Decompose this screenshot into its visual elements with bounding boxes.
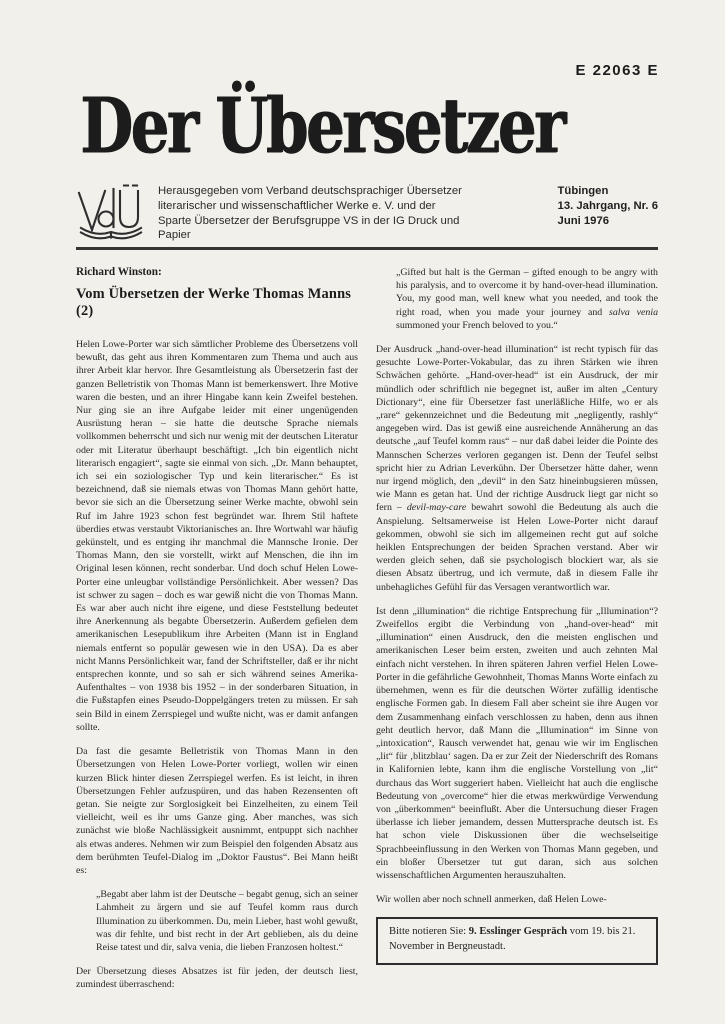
publisher-line: Sparte Übersetzer der Berufsgruppe VS in der IG Druck und Papier <box>158 214 460 242</box>
article-columns <box>76 266 658 1003</box>
paragraph: Wir wollen aber noch schnell anmerken, daß Helen Lowe- <box>376 894 607 906</box>
article-title: Vom Übersetzen der Werke Thomas Manns (2) <box>76 286 352 319</box>
paragraph: Der Übersetzung dieses Absatzes ist für jeden, der deutsch liest, zumindest überraschend: <box>76 966 358 991</box>
issue-date: Juni 1976 <box>557 214 610 227</box>
paragraph: Helen Lowe-Porter war sich sämtlicher Probleme des Übersetzens voll bewußt, das geht aus ihren Kommentaren zum Thema und auch aus ihrer Arbeit klar hervor. Ihre Gesamtleistung als Übersetzerin fast der ganzen Belletristik von Thomas Mann ist bemerkenswert. Ihre Motive waren die besten, und an ihrer Hingabe kann kein Zweifel bestehen. Nur ging sie an ihre Aufgabe leider mit einer ungenügenden Ausrüstung heran – sie hatte die deutsche Sprache niemals vollkommen beherrscht und sich nur wenig mit der deutschen Literatur oder mit Literatur überhaupt beschäftigt. „Ich bin eigentlich nicht literarisch engagiert“, sagte sie einmal von sich. „Dr. Mann behauptet, ich sei ein soziologischer Typ und kein literarischer.“ Es ist bezeichnend, daß sie niemals etwas von Thomas Mann gehört hatte, bevor sie sich an die Übersetzung seiner Werke machte, obwohl sein Ruf im Jahre 1923 schon fest begründet war. Ihrem Stil haftete überdies etwas verstaubt Viktorianisches an. Ihre Wortwahl war häufig gekünstelt, und es entging ihr manchmal die Mannsche Ironie. Der Thomas Mann, den sie vorstellt, wirkt auf Menschen, die ihn im Original lesen können, recht sonderbar. Und doch schuf Helen Lowe-Porter eine unleugbar vollständige Persönlichkeit. Aber wessen? Das ist schwer zu sagen – doch es war gewiß nicht die von Thomas Mann. Es war aber auch nicht ihre eigene, und diese Feststellung bedeutet ihre Anerkennung als begabte Übersetzerin. Außerdem gefielen dem amerikanischen Lesepublikum ihre Arbeiten (Mann ist in England niemals entfernt so populär gewesen wie in den USA). Da es aber nicht Manns Persönlichkeit war, fand der Schriftsteller, daß er ihr nicht entsprechen konnte, und so sah er sich während seines Amerika-Aufenthaltes – von 1938 bis 1952 – in der sonderbaren Situation, in die Fußstapfen eines Pseudo-Doppelgängers treten zu müssen. Er sah sein Bild in einem Zerrspiegel und wußte nicht, was er damit anfangen sollte. <box>76 339 358 733</box>
blockquote-german-faustus: „Begabt aber lahm ist der Deutsche – begabt genug, sich an seiner Lahmheit zu ärgern und sie auf Teufel komm raus durch Illumination zu überkommen. Du, mein Lieber, hast wohl gewußt, was dir fehlte, und bist recht in der Art geblieben, als du deine Reise tatest und dir, salva venia, die lieben Franzosen holtest.“ <box>96 889 358 953</box>
masthead-title: Der Übersetzer <box>80 81 564 170</box>
left-column <box>76 266 358 1003</box>
paragraph: Der Ausdruck „hand-over-head illumination“ ist recht typisch für das gesuchte Lowe-Porter-Vokabular, das zu ihren Stärken wie ihren Schwächen gehörte. „Hand-over-head“ ist ein Ausdruck, der mir mündlich oder schriftlich nie begegnet ist, außer im alten „Century Dictionary“, eine für Übersetzer fast unerläßliche Hilfe, wo er als „rare“ gekennzeichnet und die Bedeutung mit „negligently, rashly“ angegeben wird. Das ist gewiß eine ausreichende Annäherung an das deutsche „auf Teufel komm raus“ – nur daß dabei leider die Pointe des Mannschen Scherzes verloren gegangen ist. Denn der Teufel selbst spricht hier zu Adrian Leverkühn. Der Übersetzer hätte daher, wenn nur irgend möglich, den „devil“ in den Satz hineinbugsieren müssen, wie Mann es getan hat. Und der richtige Ausdruck liegt gar nicht so fern – devil-may-care bewahrt sowohl die Bedeutung als auch die Anspielung. Seltsamerweise ist Helen Lowe-Porter nicht darauf gekommen, obwohl sie sich im allgemeinen recht gut auf solche heiklen Entsprechungen der beiden Sprachen verstand. Aber wir werden gleich sehen, daß sie psychologisch blockiert war, als sie diesen Absatz übertrug, und ich vermute, daß in diesem Falle ihr unbehagliches Gefühl für das Versagen verantwortlich war. <box>376 344 658 593</box>
blockquote-english-translation: „Gifted but halt is the German – gifted enough to be angry with his paralysis, and to overcome it by hand-over-head illumination. You, my good man, well knew what you needed, and took the right road, when you made your journey and salva venia summoned your French beloved to you.“ <box>396 267 659 331</box>
vdu-logo-icon <box>76 184 146 246</box>
notice-box: Bitte notieren Sie: 9. Esslinger Gespräch vom 19. bis 21. November in Bergneustadt. <box>376 917 658 964</box>
masthead-row <box>76 184 658 246</box>
masthead-divider <box>76 247 658 250</box>
publisher-lines <box>158 184 493 243</box>
publisher-line: Herausgegeben vom Verband deutschsprachiger Übersetzer <box>158 185 462 197</box>
paragraph: Da fast die gesamte Belletristik von Thomas Mann in den Übersetzungen von Helen Lowe-Porter vorliegt, wollen wir einen kurzen Blick hinter diesen Zerrspiegel werfen. Es ist leicht, in ihren Übersetzungen Fehler aufzuspüren, und das haben Rezensenten oft getan. Sie neigte zur Sorglosigkeit bei Einzelheiten, zu einem Teil vielleicht, weil es ihr ums Ganze ging. Aber manches, was sich zunächst wie bloße Nachlässigkeit ausnimmt, entpuppt sich nachher als etwas anderes. Nehmen wir zum Beispiel den folgenden Absatz aus dem berühmten Teufel-Dialog im „Doktor Faustus“. Bei Mann heißt es: <box>76 746 358 876</box>
paragraph: Ist denn „illumination“ die richtige Entsprechung für „Illumination“? Zweifellos ergibt die Verbindung von „hand-over-head“ mit „illumination“ einen Ausdruck, den die meisten englischen und amerikanischen Leser beim ersten, zweiten und auch zehnten Mal einfach nicht verstehen. In ihren späteren Jahren verfiel Helen Lowe-Porter in die gefährliche Gewohnheit, Thomas Manns Worte einfach zu übernehmen, wenn es für die deutschen Wörter zufällig identische englische Formen gab. In diesem Fall aber scheint sie ihre Augen vor dem Zusammenhang einfach verschlossen zu haben, denn aus ihnen geht deutlich hervor, daß Mann die „Illumination“ im Sinne von „intoxication“, Rausch verwendet hat, genau wie wir im Englischen „lit“ für ‚blitzblau‘ sagen. Da er zur Zeit der Niederschrift des Romans in Kalifornien lebte, kann ihm die englische Vorstellung von „lit“ durchaus das Wort suggeriert haben. Vielleicht hat auch die englische Bedeutung von „overcome“ hier die etwas merkwürdige Verwendung von „überkommen“ beeinflußt. Aber die Untersuchung dieser Fragen überlasse ich lieber jemandem, dessen Muttersprache deutsch ist. Es hat schon viele Diskussionen über die wechselseitige Sprachbeeinflussung in den Werken von Thomas Mann gegeben, und ein bloßer Übersetzer tut gut daran, sich aus solchen wissenschaftlichen Argumenten herauszuhalten. <box>376 605 658 881</box>
issue-info <box>558 184 658 228</box>
article-author: Richard Winston: <box>76 266 162 278</box>
right-column <box>376 266 658 1003</box>
postal-registration-label: E 22063 E <box>575 62 659 79</box>
issue-city: Tübingen <box>557 185 609 197</box>
publisher-line: literarischer und wissenschaftlicher Werke e. V. und der <box>158 199 436 212</box>
issue-volume: 13. Jahrgang, Nr. 6 <box>557 199 658 212</box>
